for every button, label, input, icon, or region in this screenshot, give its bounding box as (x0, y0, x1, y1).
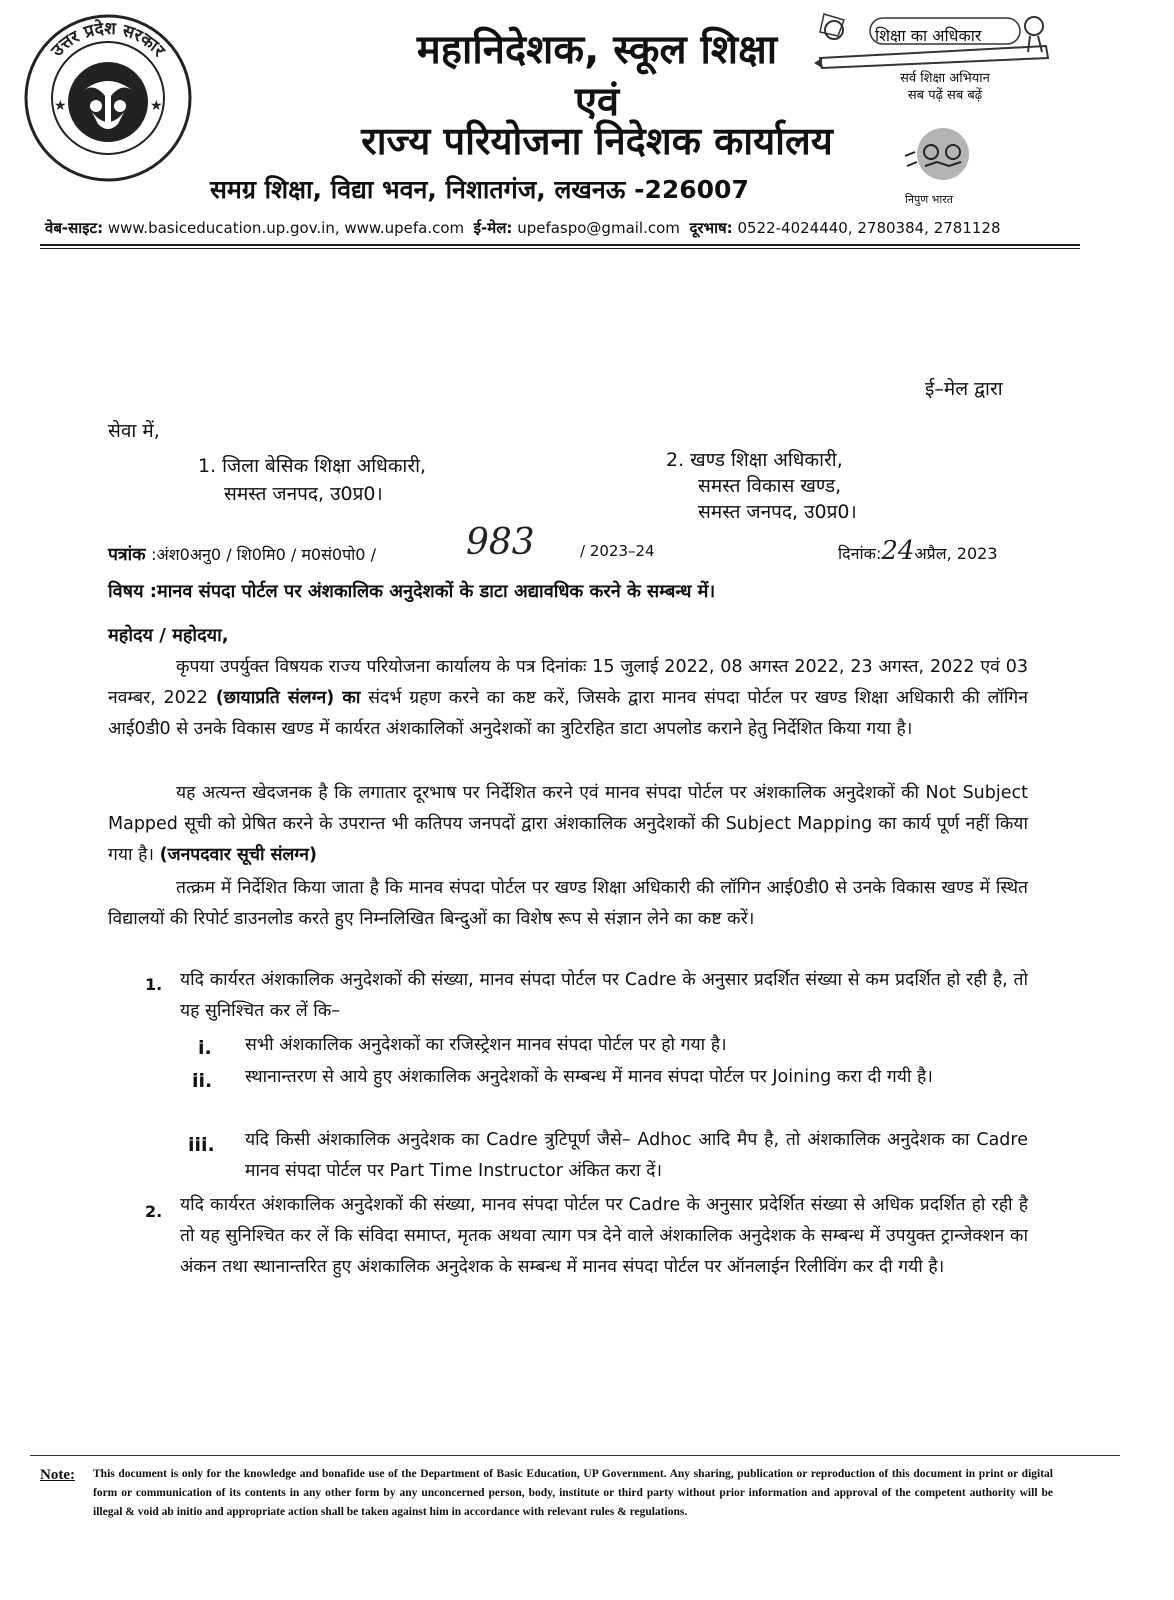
addressee-2-line-3: समस्त जनपद, उ0प्र0। (698, 501, 857, 523)
ssa-caption-line-2: सब पढ़ें सब बढ़ें (907, 88, 983, 103)
addressee-2-line-2: समस्त विकास खण्ड, (698, 475, 842, 497)
sub-point-ii-text: स्थानान्तरण से आये हुए अंशकालिक अनुदेशकों के सम्बन्ध में मानव संपदा पोर्टल पर Joining करा दी गयी है। (245, 1067, 933, 1087)
date-rest: अप्रैल, 2023 (914, 544, 998, 563)
subject-line: विषय :मानव संपदा पोर्टल पर अंशकालिक अनुदेशकों के डाटा अद्यावधिक करने के सम्बन्ध में। (108, 581, 716, 602)
header-divider-thin (40, 248, 1080, 249)
office-address: समग्र शिक्षा, विद्या भवन, निशातगंज, लखनऊ -226007 (210, 175, 749, 204)
paragraph-2 (108, 778, 1028, 871)
sub-point-iii-text: यदि किसी अंशकालिक अनुदेशक का Cadre त्रुटिपूर्ण जैसे– Adhoc आदि मैप है, तो अंशकालिक अनुदेशक का Cadre मानव संपदा पोर्टल पर Part Time Instructor अंकित करा दें। (245, 1130, 1028, 1181)
contact-line (45, 218, 1001, 238)
note-text: This document is only for the knowledge and bonafide use of the Department of Basic Education, UP Government. Any sharing, publication or reproduction of this document in print or digital form or communication of its contents in any other form by any unconcerned person, body, institute or third party without prior information and approval of the competent authority will be illegal & void ab initio and appropriate action shall be taken against him in accordance with relevant rules & regulations. (93, 1468, 1053, 1518)
phone-numbers: 0522-4024440, 2780384, 2781128 (737, 219, 1001, 237)
point-2-number: 2. (145, 1202, 163, 1221)
addressee-1-line-2: समस्त जनपद, उ0प्र0। (224, 483, 383, 505)
ssa-caption (875, 70, 1015, 104)
point-2-text: यदि कार्यरत अंशकालिक अनुदेशकों की संख्या, मानव संपदा पोर्टल पर Cadre के अनुसार प्रदेर्शित संख्या से अधिक प्रदर्शित हो रही है तो यह सुनिश्चित कर लें कि संविदा समाप्त, मृतक अथवा त्याग पत्र देने वाले अंशकालिक अनुदेशक के सम्बन्ध में उपयुक्त ट्रान्जेक्शन का अंकन तथा स्थानान्तरित हुए अंशकालिक अनुदेशक के सम्बन्ध में मानव संपदा पोर्टल पर ऑनलाईन रिलीविंग कर दी गयी है। (180, 1195, 1028, 1277)
addressee-1-line-1: 1. जिला बेसिक शिक्षा अधिकारी, (198, 455, 427, 477)
email-link[interactable]: upefaspo@gmail.com (517, 219, 680, 237)
svg-text:★: ★ (54, 98, 67, 114)
svg-text:★: ★ (150, 98, 163, 114)
sub-point-i-number: i. (198, 1037, 212, 1059)
header-divider (40, 244, 1080, 246)
phone-label: दूरभाष: (689, 219, 733, 237)
reference-label: पत्रांक (108, 545, 146, 565)
paragraph-2-bold: (जनपदवार सूची संलग्न) (159, 845, 317, 865)
reference-line (108, 542, 376, 566)
addressee-2-line-1: 2. खण्ड शिक्षा अधिकारी, (666, 449, 843, 471)
paragraph-1-a: कृपया उपर्युक्त विषयक राज्य परियोजना कार्यालय के पत्र दिनांकः 15 जुलाई 2022, 08 अगस्त 2022, 23 अगस्त, 2022 एवं 03 नवम्बर, 2022 (108, 657, 1028, 708)
reference-number: 983 (466, 522, 535, 563)
date-day: 24 (881, 536, 915, 566)
salutation-to: सेवा में, (108, 420, 160, 442)
paragraph-3: तत्क्रम में निर्देशित किया जाता है कि मानव संपदा पोर्टल पर खण्ड शिक्षा अधिकारी की लॉगिन आई0डी0 से उनके विकास खण्ड में स्थित विद्यालयों की रिपोर्ट डाउनलोड करते हुए निम्नलिखित बिन्दुओं का विशेष रूप से संज्ञान लेने का कष्ट करें। (108, 878, 1028, 929)
nipun-bharat-label: निपुण भारत (905, 193, 954, 206)
office-title-line-2: एवं (574, 79, 620, 125)
date-line (838, 536, 998, 566)
reference-suffix: / 2023–24 (580, 542, 655, 560)
reference-prefix: :अंश0अनु0 / शि0मि0 / म0सं0पो0 / (151, 545, 376, 564)
point-1-text: यदि कार्यरत अंशकालिक अनुदेशकों की संख्या, मानव संपदा पोर्टल पर Cadre के अनुसार प्रदर्शित संख्या से कम प्रदर्शित हो रही है, तो यह सुनिश्चित कर लें कि– (180, 970, 1028, 1021)
office-title-line-1: महानिदेशक, स्कूल शिक्षा (416, 27, 778, 73)
delivery-mode: ई–मेल द्वारा (925, 378, 1003, 400)
emblem-text: उत्तर प्रदेश सरकार (47, 18, 169, 61)
footer-divider (30, 1455, 1120, 1456)
point-1-number: 1. (145, 975, 163, 994)
website-link[interactable]: www.basiceducation.up.gov.in, www.upefa.com (107, 219, 465, 237)
ssa-caption-line-1: सर्व शिक्षा अभियान (900, 71, 990, 86)
paragraph-2-a: यह अत्यन्त खेदजनक है कि लगातार दूरभाष पर निर्देशित करने एवं मानव संपदा पोर्टल पर अंशकालिक अनुदेशकों की Not Subject Mapped सूची को प्रेषित करने के उपरान्त भी कतिपय जनपदों द्वारा अंशकालिक अनुदेशकों की Subject Mapping का कार्य पूर्ण नहीं किया गया है। (108, 783, 1028, 865)
right-to-education-label: शिक्षा का अधिकार (875, 26, 982, 45)
sub-point-ii-number: ii. (192, 1070, 213, 1092)
paragraph-1-b: संदर्भ ग्रहण करने का कष्ट करें, जिसके द्वारा मानव संपदा पोर्टल पर खण्ड शिक्षा अधिकारी की लॉगिन आई0डी0 से उनके विकास खण्ड में कार्यरत अंशकालिकों अनुदेशकों का त्रुटिरहित डाटा अपलोड कराने हेतु निर्देशित किया गया है। (108, 688, 1028, 739)
website-label: वेब-साइट: (45, 219, 104, 237)
paragraph-1 (108, 652, 1028, 745)
paragraph-1-bold: (छायाप्रति संलग्न) का (215, 688, 361, 708)
office-title-line-3: राज्य परियोजना निदेशक कार्यालय (361, 119, 833, 163)
date-label: दिनांक: (838, 544, 882, 563)
email-label: ई-मेल: (473, 219, 513, 237)
sub-point-i-text: सभी अंशकालिक अनुदेशकों का रजिस्ट्रेशन मानव संपदा पोर्टल पर हो गया है। (245, 1035, 727, 1055)
greeting: महोदय / महोदया, (108, 625, 229, 646)
sub-point-iii-number: iii. (188, 1134, 215, 1156)
nipun-bharat-logo (895, 122, 985, 192)
note-label: Note: (40, 1467, 75, 1483)
